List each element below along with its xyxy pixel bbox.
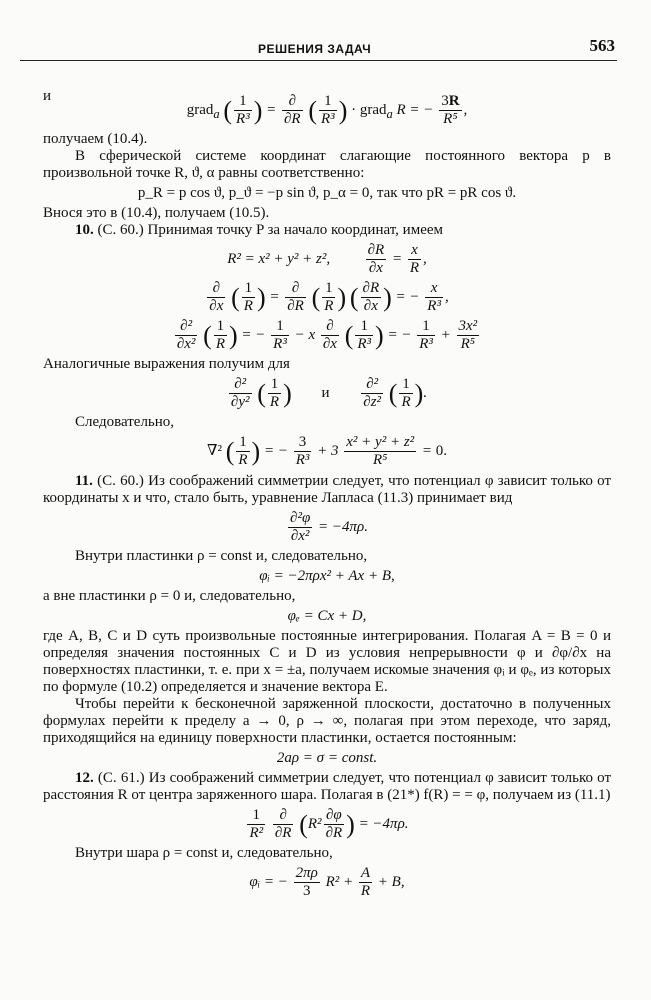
- paragraph: Внутри пластинки ρ = const и, следовательно,: [75, 548, 368, 564]
- equation-grad: grad$_a$ ( $\frac{1}{\text{R³}}$ ) = $\frac{\partial}{\partial R}$ ( $\frac{1}{\text{R³}}$ ) · grad$_a$ R = − $\frac{3R}{\text{R⁵}}$ ,: [186, 93, 468, 127]
- equation-laplacian: ∇² ( $\frac{1}{R}$ ) = − $\frac{3}{\text{R³}}$ + 3 $\frac{\text{x² + y² + z²}}{\text{R⁵}}$ = 0.: [206, 434, 448, 468]
- paragraph: где A, B, C и D суть произвольные постоянные интегрирования. Полагая A = B = 0 и определяя значения постоянных C и D из условия непрерывности φ и ∂φ/∂x на поверхностях пластинки, т. е. при x = ±a, получаем искомые значения φᵢ и φₑ, из которых по формуле (10.2) определяется и значение вектора E.: [43, 628, 611, 695]
- conjunction: и: [321, 384, 330, 401]
- equation-part: R² = x² + y² + z²,: [227, 250, 331, 267]
- paragraph: Следовательно,: [75, 414, 175, 430]
- equation-part: = −4πρ.: [318, 518, 368, 535]
- paragraph: а вне пластинки ρ = 0 и, следовательно,: [43, 588, 296, 604]
- equation-spherical-laplace: $\frac{1}{\text{R²}}$ $\frac{\partial}{\partial R}$ (R² $\frac{\partial\varphi}{\partial R}$ ) = −4πρ.: [249, 807, 409, 841]
- equation-part: φᵢ = −: [249, 873, 288, 890]
- equation-laplace-1d: $\frac{\text{∂²φ}}{\text{∂x²}}$ = −4πρ.: [290, 510, 368, 544]
- equation-phi-sphere: φᵢ = − $\frac{2\pi\rho}{3}$ R² + $\frac{A}{R}$ + B,: [249, 865, 405, 899]
- page-number: 563: [589, 36, 615, 55]
- equation-first-derivative: $\frac{\partial}{\partial x}$ ( $\frac{1}{R}$ ) = $\frac{\partial}{\partial R}$ ( $\frac{1}{R}$ ) ( $\frac{\partial R}{\partial x}$ ) = − $\frac{x}{\text{R³}}$ ,: [209, 280, 449, 314]
- paragraph: Аналогичные выражения получим для: [43, 356, 290, 372]
- problem-number: 10.: [75, 222, 94, 238]
- problem-number: 12.: [75, 770, 94, 786]
- equation-second-derivative: $\frac{\text{∂²}}{\text{∂x²}}$ ( $\frac{1}{R}$ ) = − $\frac{1}{\text{R³}}$ − x $\frac{\partial}{\partial x}$ ( $\frac{1}{\text{R³}}$ ) = − $\frac{1}{\text{R³}}$ + $\frac{\text{3x²}}{\text{R⁵}}$: [176, 318, 478, 352]
- equation-phi-outside: φₑ = Cx + D,: [287, 608, 367, 624]
- equation-r2: R² = x² + y² + z², $\frac{\partial R}{\partial x}$ = $\frac{x}{R}$ ,: [227, 242, 427, 276]
- equation-phi-inside: φᵢ = −2πρx² + Ax + B,: [259, 568, 395, 584]
- equation-yz: $\frac{\text{∂²}}{\text{∂y²}}$ ( $\frac{1}{R}$ ) и $\frac{\text{∂²}}{\text{∂z²}}$ ( $\frac{1}{R}$ ).: [230, 376, 428, 410]
- paragraph: (С. 61.) Из соображений симметрии следует, что потенциал φ зависит только от расстояния R от центра заряженного шара. Полагая в (21*) f(R) = = φ, получаем из (11.1): [43, 770, 612, 803]
- paragraph: Внося это в (10.4), получаем (10.5).: [43, 205, 270, 221]
- paragraph: Чтобы перейти к бесконечной заряженной плоскости, достаточно в полученных формулах перейти к пределу a → 0, ρ → ∞, полагая при этом переходе, что заряд, приходящийся на единицу поверхности пластинки, остается постоянным:: [43, 696, 611, 746]
- paragraph: (С. 60.) Из соображений симметрии следует, что потенциал φ зависит только от координаты x и что, стало быть, уравнение Лапласа (11.3) принимает вид: [43, 473, 612, 506]
- problem-12: [43, 770, 611, 804]
- paragraph: Внутри шара ρ = const и, следовательно,: [75, 845, 333, 861]
- equation-part: = −4πρ.: [358, 815, 409, 832]
- header-title: РЕШЕНИЯ ЗАДАЧ: [258, 42, 372, 56]
- paragraph: (С. 60.) Принимая точку P за начало координат, имеем: [97, 222, 444, 238]
- problem-11: [43, 473, 611, 507]
- paragraph: В сферической системе координат слагающие постоянного вектора p в произвольной точке R, ϑ, α равны соответственно:: [43, 148, 611, 181]
- paragraph: и: [43, 88, 52, 104]
- equation-components: p_R = p cos ϑ, p_ϑ = −p sin ϑ, p_α = 0, так что pR = pR cos ϑ.: [137, 185, 517, 201]
- problem-10: [43, 222, 611, 239]
- equation-surface-charge: 2aρ = σ = const.: [276, 750, 378, 766]
- problem-number: 11.: [75, 473, 93, 489]
- running-header: [20, 36, 617, 61]
- page-body: [43, 88, 611, 903]
- paragraph: получаем (10.4).: [43, 131, 148, 147]
